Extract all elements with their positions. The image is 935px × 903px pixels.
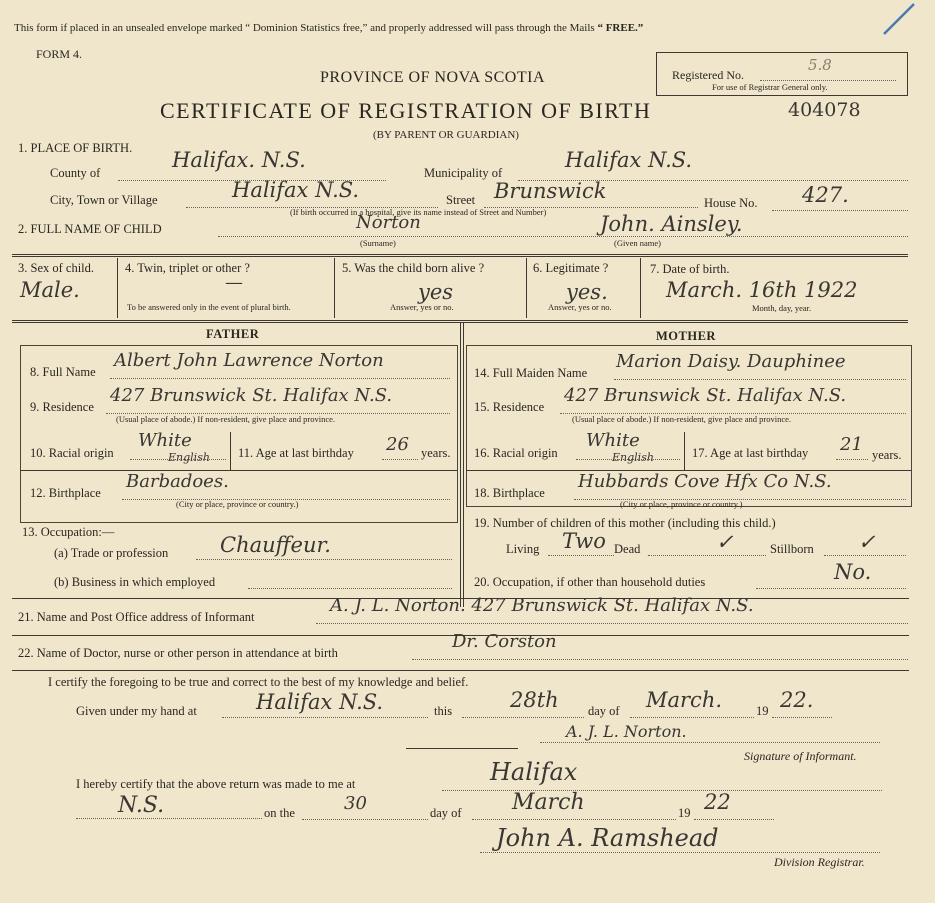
house-label: House No. [704,196,758,210]
parents-center-divider-2 [463,323,464,607]
twin-label: 4. Twin, triplet or other ? [125,261,250,275]
registrar-year: 22 [704,790,731,814]
alive-note: Answer, yes or no. [390,302,454,312]
divider-4-5 [334,258,335,318]
business-line [248,588,452,589]
city-value: Halifax N.S. [232,178,360,202]
father-residence-label: 9. Residence [30,400,94,414]
certify-year: 22. [780,688,814,712]
registrar-signature: John A. Ramshead [496,824,719,852]
legitimate-value: yes. [566,280,608,304]
mother-name-line [614,379,906,380]
father-years: years. [421,446,451,460]
hereby-text: I hereby certify that the above return was made to me at [76,777,356,791]
father-occupation-label: 13. Occupation:— [22,525,115,539]
day-line [462,717,584,718]
doctor-bottom-line [12,670,909,671]
mother-residence-label: 15. Residence [474,400,545,414]
dead-value: ✓ [716,530,734,554]
father-age-label: 11. Age at last birthday [238,446,354,460]
city-label: City, Town or Village [50,193,158,207]
pen-mark-icon [880,0,920,40]
twin-value: — [225,272,243,293]
twin-note: To be answered only in the event of plural birth. [127,302,291,312]
year-line [772,717,832,718]
form-number: FORM 4. [36,47,83,61]
registrar-month-line [472,819,676,820]
mother-racial-divider [684,432,685,470]
trade-label: (a) Trade or profession [54,546,169,560]
mother-residence-note: (Usual place of abode.) If non-resident, give place and province. [572,414,792,424]
alive-value: yes [418,280,454,304]
trade-value: Chauffeur. [220,533,331,557]
registered-note: For use of Registrar General only. [712,82,828,92]
stillborn-label: Stillborn [770,542,814,556]
informant-value: A. J. L. Norton. 427 Brunswick St. Halifax N.S. [330,595,754,616]
father-racial-label: 10. Racial origin [30,446,114,460]
postal-free: “ FREE.” [597,22,644,34]
registrar-day-line [302,819,428,820]
dead-line [648,555,766,556]
this-label: this [434,704,453,718]
given-place: Halifax N.S. [256,690,384,714]
place-of-birth-label: 1. PLACE OF BIRTH. [18,141,133,155]
informant-signature-label: Signature of Informant. [744,749,857,763]
county-value: Halifax. N.S. [172,148,306,172]
registrar-year-line [694,819,774,820]
year-prefix: 19 [756,704,769,718]
sex-label: 3. Sex of child. [18,261,95,275]
father-residence-value: 427 Brunswick St. Halifax N.S. [110,385,393,406]
on-the-label: on the [264,806,295,820]
informant-label: 21. Name and Post Office address of Informant [18,610,255,624]
doctor-label: 22. Name of Doctor, nurse or other person in attendance at birth [18,646,338,660]
section-separator [406,748,518,749]
mother-age-line [836,459,868,460]
registrar-day: 30 [344,793,367,814]
father-name-value: Albert John Lawrence Norton [114,350,384,371]
mother-birthplace-note: (City or place, province or country.) [620,499,743,509]
father-racial-divider [230,432,231,470]
mother-racial-label: 16. Racial origin [474,446,558,460]
father-birthplace-label: 12. Birthplace [30,486,101,500]
registrar-signature-line [480,852,880,853]
month-line [630,717,754,718]
given-note: (Given name) [614,238,661,248]
county-label: County of [50,166,101,180]
registrar-place-line [442,790,882,791]
house-value: 427. [802,183,849,207]
alive-label: 5. Was the child born alive ? [342,261,485,275]
division-registrar-label: Division Registrar. [774,855,865,869]
page-title: CERTIFICATE OF REGISTRATION OF BIRTH [160,98,652,123]
father-heading: FATHER [206,327,260,341]
mother-name-value: Marion Daisy. Dauphinee [616,351,846,372]
certify-text: I certify the foregoing to be true and correct to the best of my knowledge and belief. [48,675,469,689]
father-birthplace-note: (City or place, province or country.) [176,499,299,509]
stillborn-line [824,555,906,556]
registrar-month: March [512,790,585,815]
mother-heading: MOTHER [656,329,716,343]
children-label: 19. Number of children of this mother (including this child.) [474,516,776,530]
divider-3-4 [117,258,118,318]
street-value: Brunswick [494,179,607,203]
postal-note-text: This form if placed in an unsealed envelope marked “ Dominion Statistics free,” and properly addressed will pass through the Mails [14,22,595,34]
mother-racial-value: White [586,430,640,451]
stillborn-value: ✓ [858,530,876,554]
house-line [772,210,908,211]
registered-value: 5.8 [808,56,832,74]
child-name-line [218,236,908,237]
living-line [548,555,614,556]
child-given-name: John. Ainsley. [600,212,743,236]
father-name-label: 8. Full Name [30,365,96,379]
certify-day: 28th [510,688,559,712]
business-label: (b) Business in which employed [54,575,216,589]
registrar-ns-line [76,818,262,819]
doctor-value: Dr. Corston [452,631,557,652]
surname-note: (Surname) [360,238,396,248]
municipality-value: Halifax N.S. [565,148,693,172]
dead-label: Dead [614,542,641,556]
province-heading: PROVINCE OF NOVA SCOTIA [320,69,546,86]
informant-signature: A. J. L. Norton. [566,722,687,741]
day-of-label: day of [588,704,620,718]
hospital-note: (If birth occurred in a hospital, give its name instead of Street and Number) [290,207,547,217]
registrar-ns: N.S. [118,793,165,818]
father-name-line [110,378,450,379]
given-under-label: Given under my hand at [76,704,197,718]
mother-birthplace-value: Hubbards Cove Hfx Co N.S. [578,471,832,492]
mother-occupation-label: 20. Occupation, if other than household duties [474,575,706,589]
doctor-line [412,659,908,660]
living-label: Living [506,542,540,556]
registrar-place: Halifax [490,758,578,786]
mother-racial-sub: English [612,451,654,464]
postal-note [14,23,643,34]
divider-6-7 [640,258,641,318]
row-divider-top [12,254,908,257]
father-row-divider [20,470,457,471]
dob-value: March. 16th 1922 [666,278,858,302]
mother-age-value: 21 [840,434,863,455]
given-place-line [222,717,428,718]
informant-line [316,623,908,624]
dob-note: Month, day, year. [752,303,812,313]
child-name-label: 2. FULL NAME OF CHILD [18,222,162,236]
father-age-value: 26 [386,434,409,455]
page-subtitle: (BY PARENT OR GUARDIAN) [373,129,519,141]
parents-center-divider [460,323,461,607]
mother-age-label: 17. Age at last birthday [692,446,809,460]
father-age-line [382,459,418,460]
living-value: Two [562,529,606,553]
mother-name-label: 14. Full Maiden Name [474,366,588,380]
mother-occupation-value: No. [834,560,872,584]
registered-line [760,80,896,81]
mother-residence-value: 427 Brunswick St. Halifax N.S. [564,385,847,406]
trade-line [196,559,452,560]
mother-birthplace-label: 18. Birthplace [474,486,545,500]
dob-label: 7. Date of birth. [650,262,730,276]
mother-years: years. [872,448,902,462]
certify-month: March. [646,688,723,712]
legitimate-note: Answer, yes or no. [548,302,612,312]
registrar-year-prefix: 19 [678,806,691,820]
father-birthplace-value: Barbadoes. [126,471,229,492]
street-label: Street [446,193,476,207]
mother-occupation-line [756,588,906,589]
registrar-day-of-label: day of [430,806,462,820]
divider-5-6 [526,258,527,318]
registered-label: Registered No. [672,68,744,82]
municipality-label: Municipality of [424,166,503,180]
sex-value: Male. [20,278,80,302]
father-racial-value: White [138,430,192,451]
legitimate-label: 6. Legitimate ? [533,261,609,275]
informant-signature-line [540,742,880,743]
father-residence-note: (Usual place of abode.) If non-resident, give place and province. [116,414,336,424]
father-racial-sub: English [168,451,210,464]
certificate-number: 404078 [788,99,861,121]
child-surname: Norton [356,212,421,233]
